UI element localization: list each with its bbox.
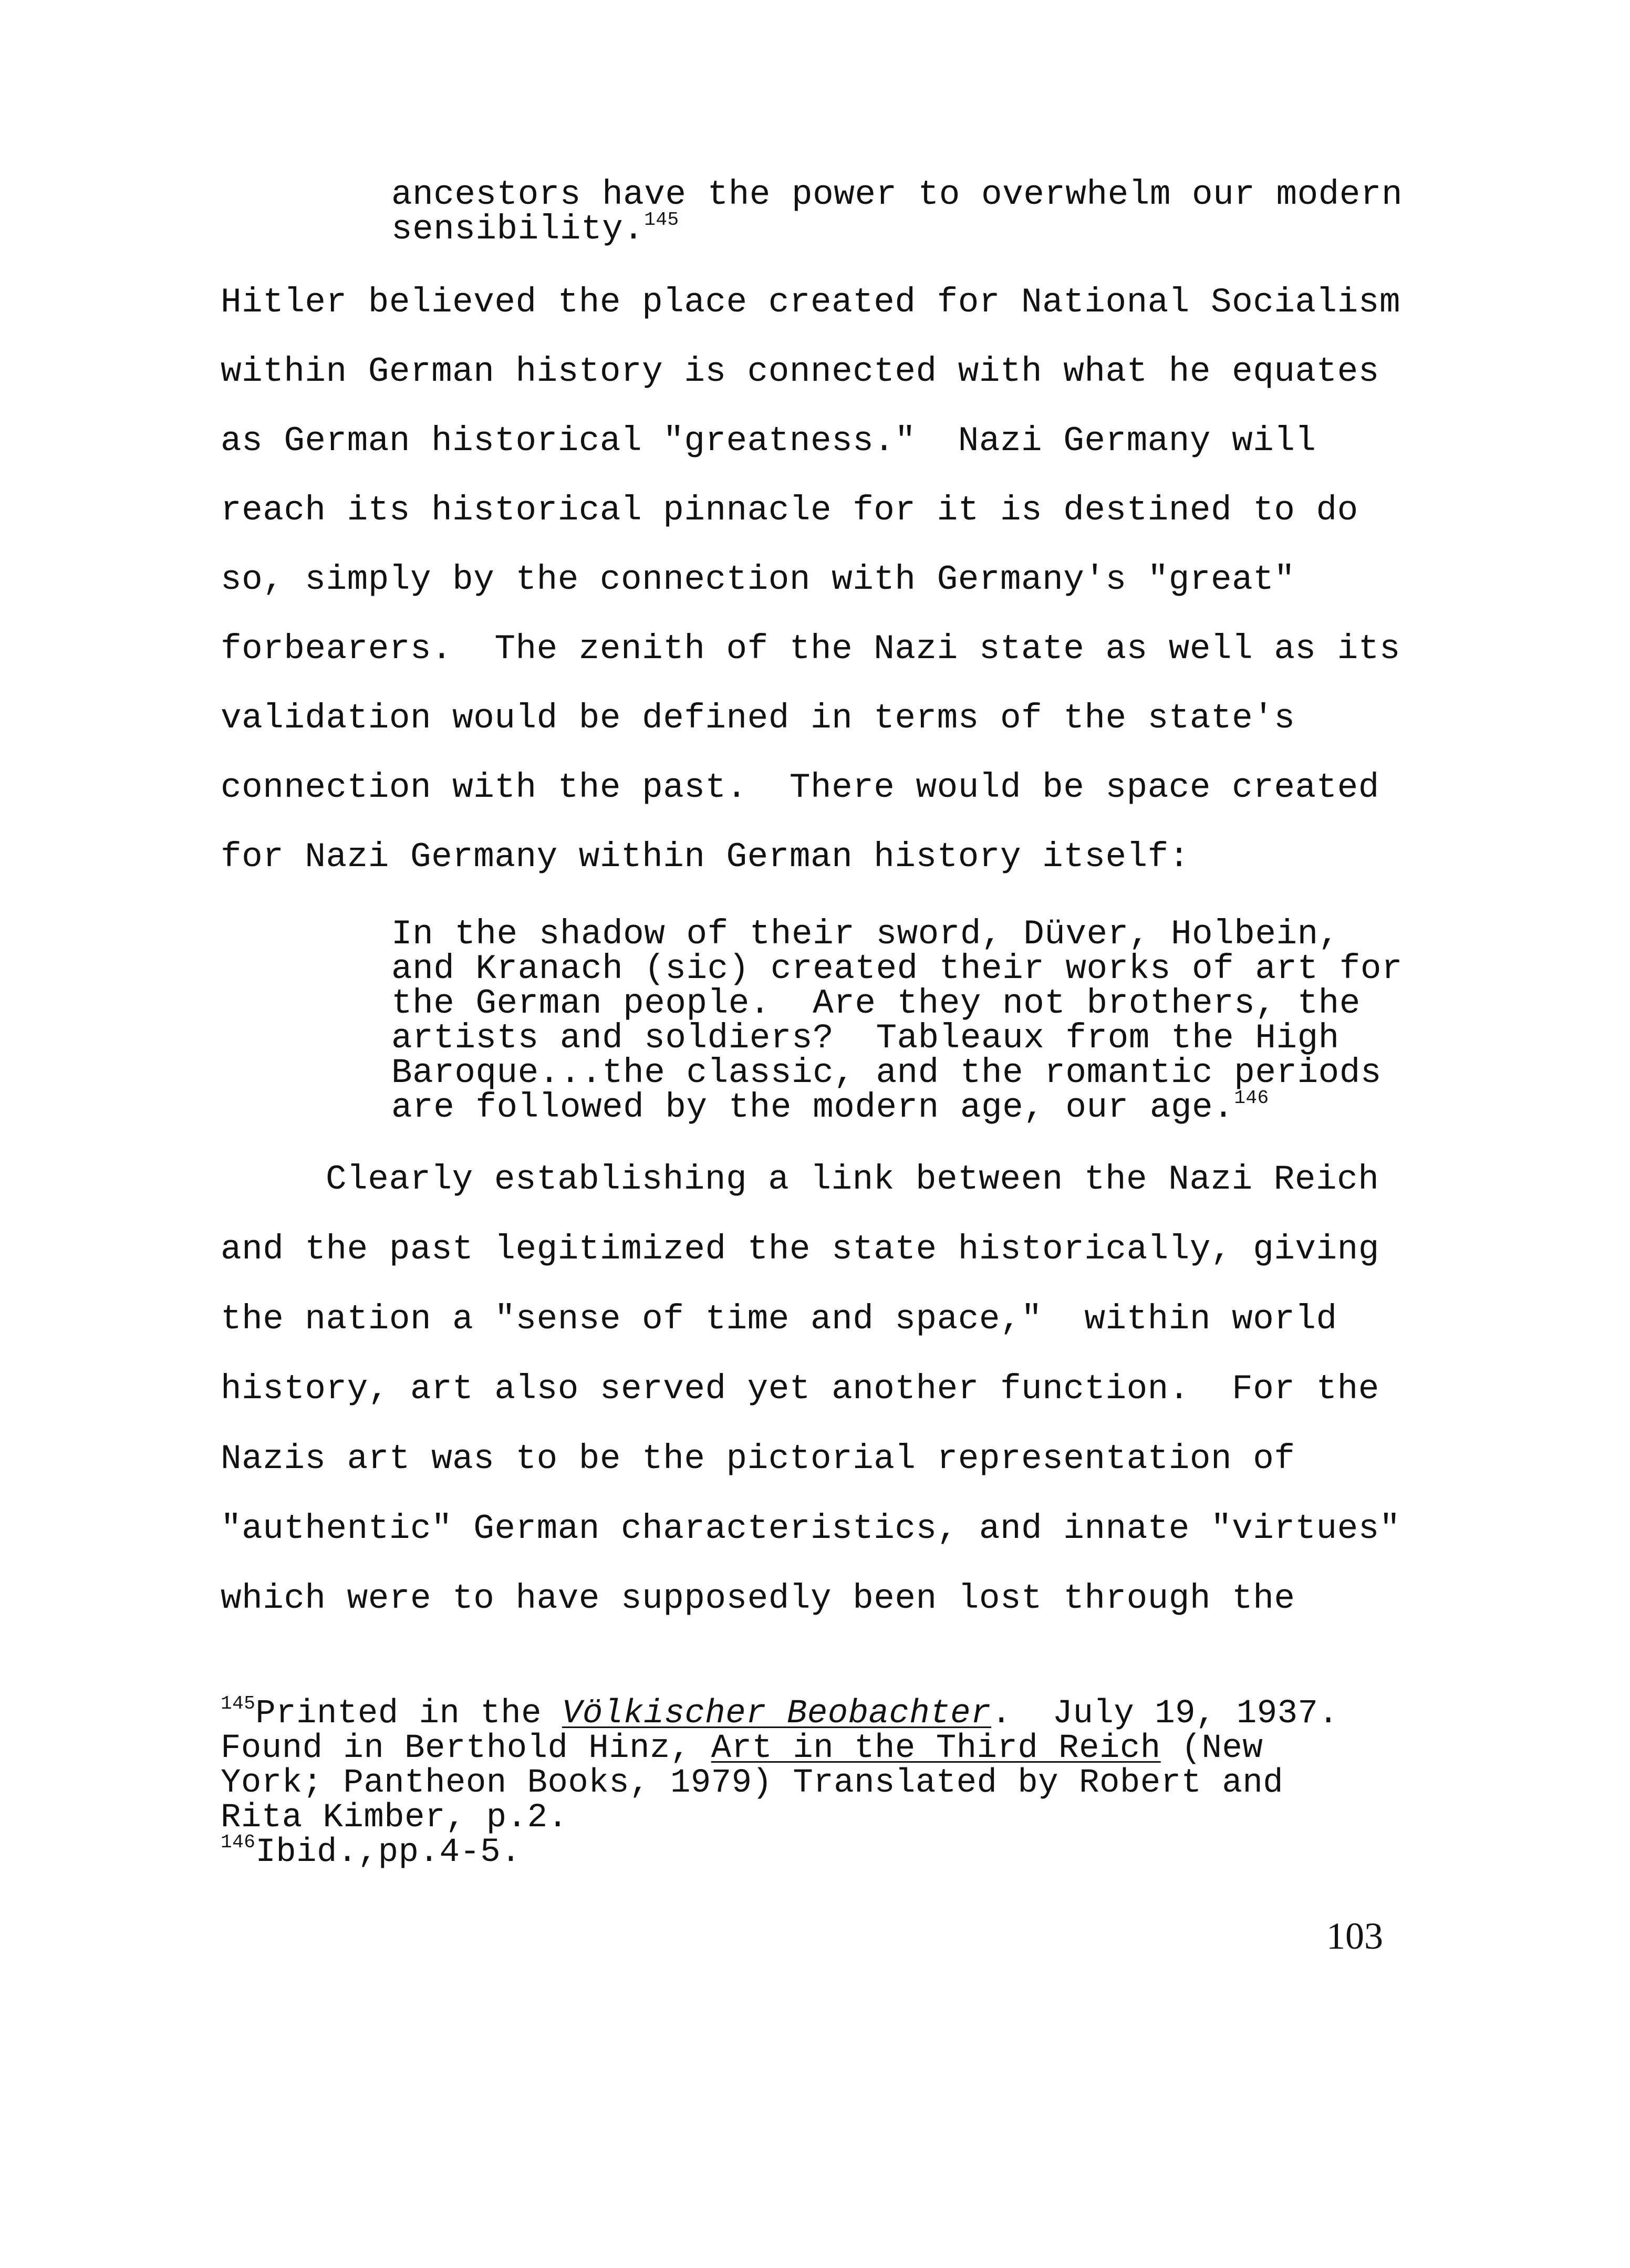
footnote-text: Found in Berthold Hinz, — [221, 1730, 711, 1767]
newspaper-title: Völkischer Beobachter — [562, 1695, 991, 1733]
paragraph-line: and the past legitimized the state historically, giving — [221, 1230, 1379, 1269]
paragraph-line: forbearers. The zenith of the Nazi state as well as its — [221, 629, 1400, 669]
page-number: 103 — [1326, 1915, 1383, 1957]
paragraph-line: Hitler believed the place created for National Socialism — [221, 283, 1400, 322]
quote-line: ancestors have the power to overwhelm our modern — [391, 175, 1403, 214]
paragraph-line: within German history is connected with what he equates — [221, 352, 1379, 391]
quote-line: Baroque...the classic, and the romantic periods — [391, 1053, 1382, 1093]
footnote-145 — [221, 1693, 1339, 1733]
footnote-line: Rita Kimber, p.2. — [221, 1799, 568, 1837]
quote-line: and Kranach (sic) created their works of art for — [391, 949, 1403, 989]
paragraph-line: validation would be defined in terms of the state's — [221, 699, 1295, 738]
footnote-line — [221, 1732, 1263, 1765]
footnote-number: 145 — [221, 1693, 256, 1714]
paragraph-line: for Nazi Germany within German history itself: — [221, 837, 1190, 877]
footnote-line: York; Pantheon Books, 1979) Translated by Robert and — [221, 1764, 1284, 1802]
quote-text: sensibility. — [391, 210, 645, 249]
quote-text: are followed by the modern age, our age. — [391, 1088, 1234, 1127]
footnote-number: 146 — [221, 1832, 256, 1853]
book-title: Art in the Third Reich — [711, 1730, 1161, 1767]
quote-line: the German people. Are they not brothers, the — [391, 984, 1361, 1023]
quote-line — [391, 1087, 1269, 1127]
quote-line — [391, 209, 679, 249]
paragraph-line: "authentic" German characteristics, and innate "virtues" — [221, 1509, 1400, 1548]
footnote-text: Ibid.,pp.4-5. — [255, 1834, 522, 1871]
paragraph-line: so, simply by the connection with Germany's "great" — [221, 560, 1295, 599]
paragraph-line: history, art also served yet another function. For the — [221, 1369, 1379, 1409]
footnote-146 — [221, 1832, 522, 1871]
quote-line: artists and soldiers? Tableaux from the High — [391, 1018, 1340, 1058]
paragraph-line: which were to have supposedly been lost through the — [221, 1579, 1295, 1618]
paragraph-line: as German historical "greatness." Nazi Germany will — [221, 421, 1316, 461]
footnote-text: . July 19, 1937. — [991, 1695, 1339, 1733]
footnote-ref-145: 145 — [644, 209, 679, 231]
paragraph-line: the nation a "sense of time and space," within world — [221, 1299, 1337, 1339]
paragraph-line: reach its historical pinnacle for it is destined to do — [221, 491, 1358, 530]
paragraph-line: connection with the past. There would be space created — [221, 768, 1379, 807]
paragraph-line: Nazis art was to be the pictorial representation of — [221, 1439, 1295, 1479]
footnote-text: Printed in the — [255, 1695, 562, 1733]
footnote-ref-146: 146 — [1234, 1087, 1269, 1109]
quote-line: In the shadow of their sword, Düver, Holbein, — [391, 914, 1340, 954]
footnote-text: (New — [1160, 1730, 1263, 1767]
paragraph-line: Clearly establishing a link between the Nazi Reich — [326, 1160, 1379, 1199]
